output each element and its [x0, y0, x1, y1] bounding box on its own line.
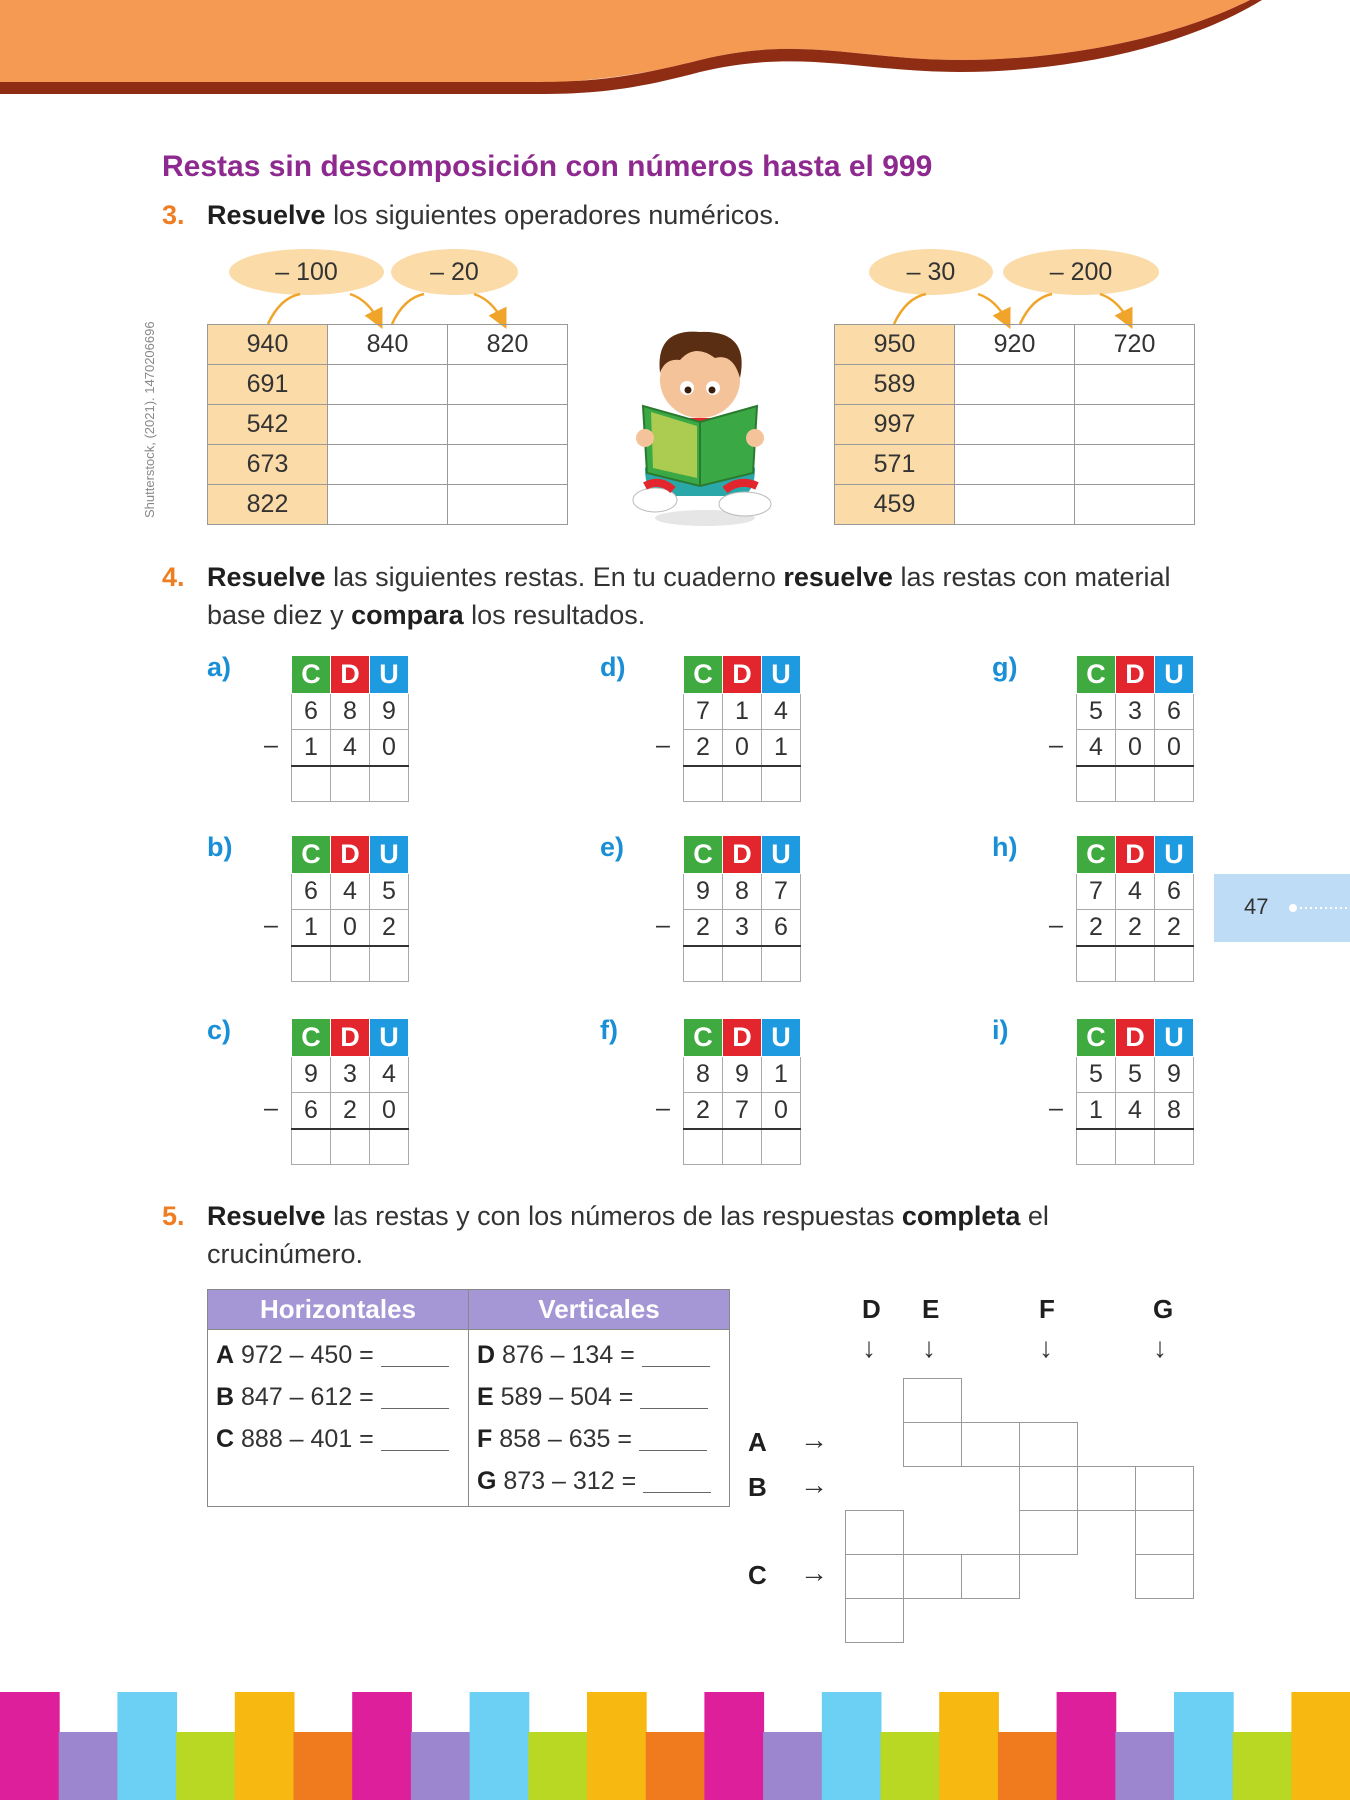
clue-E: E 589 – 504 = [477, 1376, 721, 1418]
subtraction-grid [1076, 835, 1194, 982]
minus-sign: – [656, 731, 670, 759]
crossword-cell[interactable] [1135, 1554, 1194, 1599]
answer-blank[interactable] [381, 1345, 449, 1367]
subtraction-letter: e) [600, 832, 625, 862]
crossword-cell[interactable] [1135, 1510, 1194, 1555]
digit-cell: 9 [1155, 1057, 1194, 1093]
place-value-header: C [684, 656, 723, 694]
minus-sign: – [264, 731, 278, 759]
digit-cell: 2 [684, 730, 723, 766]
boy-reading-illustration [625, 318, 775, 530]
answer-blank[interactable] [381, 1429, 449, 1451]
answer-cell[interactable] [684, 766, 723, 802]
minus-sign: – [656, 1094, 670, 1122]
digit-cell: 2 [684, 1093, 723, 1129]
subtraction-letter: c) [207, 1015, 232, 1045]
digit-cell: 7 [1077, 874, 1116, 910]
clue-C: C 888 – 401 = [216, 1418, 460, 1460]
digit-cell: 0 [723, 730, 762, 766]
answer-cell[interactable] [1116, 946, 1155, 982]
cell[interactable]: 840 [328, 325, 448, 365]
cell[interactable] [1075, 405, 1195, 445]
answer-cell[interactable] [1077, 766, 1116, 802]
exercise-3-number: 3. [162, 200, 185, 230]
answer-cell[interactable] [331, 766, 370, 802]
subtraction-letter: g) [992, 652, 1018, 682]
place-value-header: U [1155, 1019, 1194, 1057]
operator-oval-left-1: – 100 [229, 249, 384, 295]
down-arrow-icon: ↓ [1039, 1332, 1053, 1363]
place-value-header: D [331, 836, 370, 874]
digit-cell: 2 [684, 910, 723, 946]
cell[interactable] [328, 485, 448, 525]
digit-cell: 1 [1077, 1093, 1116, 1129]
subtraction-grid [683, 1018, 801, 1165]
answer-cell[interactable] [1155, 1129, 1194, 1165]
cell[interactable] [448, 445, 568, 485]
digit-cell: 4 [331, 730, 370, 766]
crossword-cell[interactable] [961, 1422, 1020, 1467]
digit-cell: 2 [331, 1093, 370, 1129]
crossword-column-label-E: E [922, 1294, 940, 1324]
crossword-column-label-F: F [1039, 1294, 1055, 1324]
operator-oval-right-2: – 200 [1003, 249, 1159, 295]
place-value-header: U [762, 1019, 801, 1057]
answer-cell[interactable] [370, 766, 409, 802]
answer-cell[interactable] [1155, 766, 1194, 802]
answer-blank[interactable] [381, 1387, 449, 1409]
place-value-header: C [292, 656, 331, 694]
place-value-header: D [331, 656, 370, 694]
digit-cell: 0 [370, 730, 409, 766]
minus-sign: – [1049, 731, 1063, 759]
answer-cell[interactable] [331, 1129, 370, 1165]
exercise-5-number: 5. [162, 1201, 185, 1231]
digit-cell: 4 [1116, 1093, 1155, 1129]
clue-D: D 876 – 134 = [477, 1334, 721, 1376]
subtraction-grid [1076, 655, 1194, 802]
subtraction-grid [683, 835, 801, 982]
top-decorative-band [0, 0, 1350, 100]
answer-cell[interactable] [1116, 766, 1155, 802]
cell: 940 [208, 325, 328, 365]
answer-cell[interactable] [684, 1129, 723, 1165]
digit-cell: 2 [1077, 910, 1116, 946]
digit-cell: 8 [684, 1057, 723, 1093]
operator-table-right [834, 324, 1195, 525]
digit-cell: 5 [1077, 1057, 1116, 1093]
digit-cell: 3 [331, 1057, 370, 1093]
digit-cell: 6 [292, 694, 331, 730]
answer-cell[interactable] [292, 946, 331, 982]
exercise-4-instruction: Resuelve las siguientes restas. En tu cuaderno resuelve las restas con material base diez y compara los resultados. [207, 562, 1171, 630]
digit-cell: 7 [684, 694, 723, 730]
digit-cell: 2 [370, 910, 409, 946]
page-number-tab [1214, 874, 1350, 942]
place-value-header: D [723, 656, 762, 694]
place-value-header: C [1077, 656, 1116, 694]
cell[interactable] [1075, 485, 1195, 525]
crossword-cell[interactable] [961, 1554, 1020, 1599]
place-value-header: D [331, 1019, 370, 1057]
subtraction-grid [291, 655, 409, 802]
digit-cell: 5 [1077, 694, 1116, 730]
place-value-header: D [1116, 836, 1155, 874]
digit-cell: 9 [684, 874, 723, 910]
digit-cell: 9 [723, 1057, 762, 1093]
digit-cell: 6 [1155, 874, 1194, 910]
digit-cell: 6 [1155, 694, 1194, 730]
minus-sign: – [264, 911, 278, 939]
answer-cell[interactable] [1077, 1129, 1116, 1165]
horizontal-clues [208, 1330, 469, 1507]
verticales-header: Verticales [469, 1290, 730, 1330]
answer-cell[interactable] [292, 1129, 331, 1165]
right-arrow-icon: → [800, 1424, 828, 1455]
digit-cell: 4 [1077, 730, 1116, 766]
crossword-cell[interactable] [903, 1422, 962, 1467]
place-value-header: U [762, 836, 801, 874]
down-arrow-icon: ↓ [862, 1332, 876, 1363]
horizontales-header: Horizontales [208, 1290, 469, 1330]
cell: 950 [835, 325, 955, 365]
cell: 673 [208, 445, 328, 485]
cell[interactable] [1075, 445, 1195, 485]
digit-cell: 5 [370, 874, 409, 910]
right-arrow-icon: → [800, 1557, 828, 1588]
page-number: 47 [1244, 894, 1269, 919]
crossword-column-label-D: D [862, 1294, 881, 1324]
clue-A: A 972 – 450 = [216, 1334, 460, 1376]
digit-cell: 0 [331, 910, 370, 946]
answer-cell[interactable] [331, 946, 370, 982]
place-value-header: C [1077, 836, 1116, 874]
crossword-cell[interactable] [1019, 1466, 1078, 1511]
place-value-header: C [292, 1019, 331, 1057]
crossword-cell[interactable] [903, 1554, 962, 1599]
down-arrow-icon: ↓ [1153, 1332, 1167, 1363]
subtraction-letter: f) [600, 1015, 618, 1045]
answer-cell[interactable] [1155, 946, 1194, 982]
digit-cell: 0 [1155, 730, 1194, 766]
place-value-header: D [723, 1019, 762, 1057]
subtraction-letter: b) [207, 832, 233, 862]
subtraction-grid [1076, 1018, 1194, 1165]
minus-sign: – [1049, 1094, 1063, 1122]
cell[interactable] [955, 485, 1075, 525]
place-value-header: U [1155, 656, 1194, 694]
cell[interactable] [448, 405, 568, 445]
place-value-header: U [762, 656, 801, 694]
crossword-cell[interactable] [1135, 1466, 1194, 1511]
crossword-column-label-G: G [1153, 1294, 1174, 1324]
cell[interactable] [448, 365, 568, 405]
cell: 691 [208, 365, 328, 405]
answer-cell[interactable] [762, 946, 801, 982]
cell: 571 [835, 445, 955, 485]
answer-cell[interactable] [723, 766, 762, 802]
digit-cell: 9 [370, 694, 409, 730]
digit-cell: 4 [370, 1057, 409, 1093]
cell: 459 [835, 485, 955, 525]
exercise-4-number: 4. [162, 562, 185, 592]
digit-cell: 4 [762, 694, 801, 730]
answer-cell[interactable] [723, 946, 762, 982]
place-value-header: U [370, 1019, 409, 1057]
digit-cell: 8 [723, 874, 762, 910]
subtraction-letter: a) [207, 652, 232, 682]
digit-cell: 2 [1116, 910, 1155, 946]
cell[interactable] [328, 445, 448, 485]
digit-cell: 2 [1155, 910, 1194, 946]
minus-sign: – [1049, 911, 1063, 939]
answer-blank[interactable] [642, 1345, 710, 1367]
digit-cell: 6 [762, 910, 801, 946]
place-value-header: U [370, 836, 409, 874]
page-dots-decoration [1288, 901, 1350, 915]
answer-blank[interactable] [640, 1387, 708, 1409]
operator-table-left [207, 324, 568, 525]
digit-cell: 8 [331, 694, 370, 730]
cell[interactable] [955, 405, 1075, 445]
subtraction-letter: d) [600, 652, 626, 682]
answer-cell[interactable] [762, 766, 801, 802]
digit-cell: 1 [723, 694, 762, 730]
subtraction-letter: h) [992, 832, 1018, 862]
crossword-cell[interactable] [845, 1554, 904, 1599]
image-credit: Shutterstock, (2021). 1470206696 [142, 321, 157, 518]
answer-blank[interactable] [643, 1471, 711, 1493]
cell: 589 [835, 365, 955, 405]
cell[interactable] [448, 485, 568, 525]
answer-cell[interactable] [762, 1129, 801, 1165]
cell[interactable] [1075, 365, 1195, 405]
digit-cell: 3 [1116, 694, 1155, 730]
digit-cell: 3 [723, 910, 762, 946]
place-value-header: D [1116, 1019, 1155, 1057]
place-value-header: C [684, 1019, 723, 1057]
crossword-cell[interactable] [845, 1598, 904, 1643]
place-value-header: C [292, 836, 331, 874]
place-value-header: U [1155, 836, 1194, 874]
digit-cell: 1 [762, 1057, 801, 1093]
crossword-cell[interactable] [845, 1510, 904, 1555]
subtraction-grid [683, 655, 801, 802]
digit-cell: 8 [1155, 1093, 1194, 1129]
digit-cell: 4 [1116, 874, 1155, 910]
answer-cell[interactable] [370, 946, 409, 982]
cell[interactable]: 720 [1075, 325, 1195, 365]
down-arrow-icon: ↓ [922, 1332, 936, 1363]
crossword-cell[interactable] [903, 1378, 962, 1423]
vertical-clues [469, 1330, 730, 1507]
digit-cell: 7 [762, 874, 801, 910]
crossword-cell[interactable] [1019, 1422, 1078, 1467]
digit-cell: 0 [370, 1093, 409, 1129]
cell[interactable] [955, 365, 1075, 405]
digit-cell: 6 [292, 874, 331, 910]
clue-F: F 858 – 635 = [477, 1418, 721, 1460]
clue-G: G 873 – 312 = [477, 1460, 721, 1502]
answer-cell[interactable] [292, 766, 331, 802]
digit-cell: 0 [1116, 730, 1155, 766]
minus-sign: – [656, 911, 670, 939]
answer-cell[interactable] [1077, 946, 1116, 982]
place-value-header: U [370, 656, 409, 694]
subtraction-letter: i) [992, 1015, 1009, 1045]
place-value-header: C [1077, 1019, 1116, 1057]
subtraction-grid [291, 1018, 409, 1165]
minus-sign: – [264, 1094, 278, 1122]
crossword-clues-table [207, 1289, 730, 1507]
place-value-header: C [684, 836, 723, 874]
digit-cell: 1 [292, 730, 331, 766]
bottom-decorative-stripes [0, 1692, 1350, 1800]
digit-cell: 4 [331, 874, 370, 910]
answer-blank[interactable] [639, 1429, 707, 1451]
digit-cell: 7 [723, 1093, 762, 1129]
answer-cell[interactable] [1116, 1129, 1155, 1165]
crossword-row-label-A: A [748, 1427, 767, 1457]
answer-cell[interactable] [684, 946, 723, 982]
clue-B: B 847 – 612 = [216, 1376, 460, 1418]
cell: 822 [208, 485, 328, 525]
crossword-row-label-C: C [748, 1560, 767, 1590]
answer-cell[interactable] [723, 1129, 762, 1165]
section-title: Restas sin descomposición con números hasta el 999 [162, 150, 933, 183]
crossword-cell[interactable] [1019, 1510, 1078, 1555]
cell[interactable] [328, 365, 448, 405]
digit-cell: 6 [292, 1093, 331, 1129]
cell[interactable] [955, 445, 1075, 485]
crossword-row-label-B: B [748, 1472, 767, 1502]
cell: 997 [835, 405, 955, 445]
right-arrow-icon: → [800, 1469, 828, 1500]
digit-cell: 9 [292, 1057, 331, 1093]
digit-cell: 1 [292, 910, 331, 946]
cell[interactable]: 820 [448, 325, 568, 365]
digit-cell: 5 [1116, 1057, 1155, 1093]
operator-oval-right-1: – 30 [869, 249, 993, 295]
cell[interactable]: 920 [955, 325, 1075, 365]
subtraction-grid [291, 835, 409, 982]
cell: 542 [208, 405, 328, 445]
digit-cell: 1 [762, 730, 801, 766]
crossword-cell[interactable] [1077, 1466, 1136, 1511]
place-value-header: D [723, 836, 762, 874]
operator-oval-left-2: – 20 [391, 249, 518, 295]
exercise-3-instruction: Resuelve los siguientes operadores numéricos. [207, 200, 781, 230]
digit-cell: 0 [762, 1093, 801, 1129]
answer-cell[interactable] [370, 1129, 409, 1165]
exercise-5-instruction: Resuelve las restas y con los números de las respuestas completa el crucinúmero. [207, 1201, 1049, 1269]
cell[interactable] [328, 405, 448, 445]
place-value-header: D [1116, 656, 1155, 694]
